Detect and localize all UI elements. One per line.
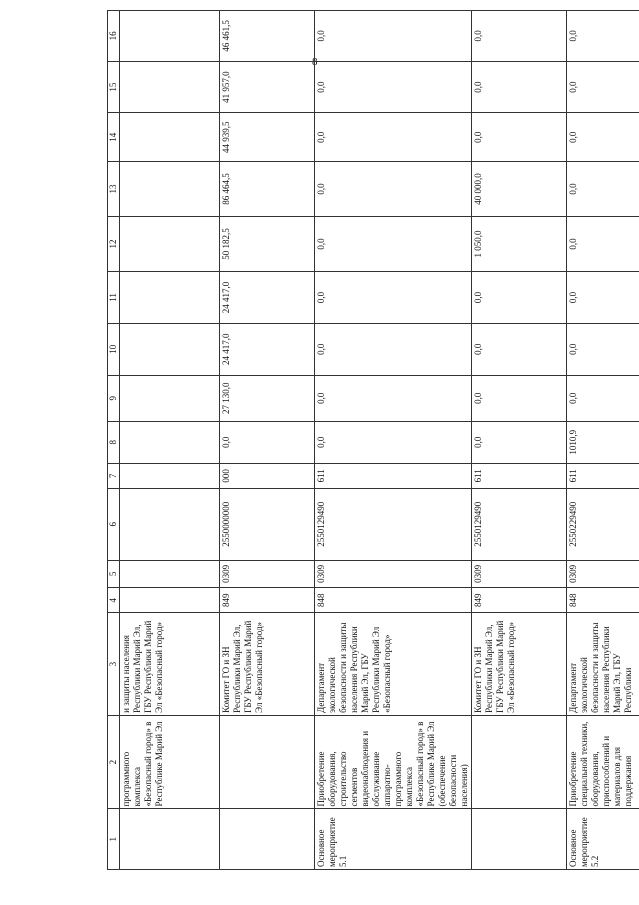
value-cell: 2550229490 <box>567 489 639 561</box>
measure-cell <box>120 809 220 870</box>
table-row <box>120 11 220 870</box>
value-cell <box>120 161 220 216</box>
table-row <box>315 11 472 870</box>
budget-table-sheet <box>107 10 633 870</box>
measure-name-cell: программного комплекса «Безопасный город» в Республике Марий Эл <box>120 715 220 809</box>
value-cell: 849 <box>472 588 567 613</box>
col-header: 8 <box>108 421 120 463</box>
col-header: 14 <box>108 113 120 161</box>
value-cell <box>120 217 220 272</box>
value-cell: 0,0 <box>472 113 567 161</box>
value-cell: 44 939,5 <box>220 113 315 161</box>
col-header: 15 <box>108 61 120 113</box>
executor-cell: и защиты населения Республики Марий Эл, ГБУ Республики Марий Эл «Безопасный город» <box>120 613 220 715</box>
value-cell: 611 <box>472 463 567 488</box>
value-cell: 0,0 <box>567 272 639 324</box>
value-cell: 000 <box>220 463 315 488</box>
value-cell: 0309 <box>567 560 639 588</box>
measure-name-cell: Приобретение оборудования, строительство сегментов видеонаблюдения и обслуживание аппаратно-программного комплекса «Безопасный город» в Республике Марий Эл (обеспечение безопасности населения) <box>315 715 472 809</box>
value-cell <box>120 272 220 324</box>
value-cell: 2550129490 <box>315 489 472 561</box>
value-cell: 611 <box>315 463 472 488</box>
measure-cell <box>472 809 567 870</box>
executor-cell: Комитет ГО и ЗН Республики Марий Эл, ГБУ Республики Марий Эл «Безопасный город» <box>472 613 567 715</box>
value-cell: 0,0 <box>220 421 315 463</box>
value-cell: 0,0 <box>472 61 567 113</box>
value-cell: 0,0 <box>315 421 472 463</box>
value-cell: 0,0 <box>472 272 567 324</box>
measure-name-cell: Приобретение специальной техники, оборудования, приспособлений и материалов для поддержания <box>567 715 639 809</box>
value-cell: 611 <box>567 463 639 488</box>
measure-name-cell <box>220 715 315 809</box>
value-cell: 0,0 <box>567 113 639 161</box>
value-cell: 0,0 <box>567 217 639 272</box>
value-cell: 0,0 <box>472 421 567 463</box>
col-header: 16 <box>108 11 120 62</box>
value-cell <box>120 463 220 488</box>
executor-cell: Департамент экологической безопасности и защиты населения Республики Марий Эл, ГБУ Республики <box>567 613 639 715</box>
value-cell: 27 130,0 <box>220 375 315 421</box>
value-cell <box>120 560 220 588</box>
value-cell <box>120 375 220 421</box>
value-cell: 41 957,0 <box>220 61 315 113</box>
value-cell: 0,0 <box>315 375 472 421</box>
value-cell <box>120 113 220 161</box>
value-cell: 848 <box>315 588 472 613</box>
value-cell: 0,0 <box>567 375 639 421</box>
measure-cell: Основное мероприятие 5.2 <box>567 809 639 870</box>
col-header: 3 <box>108 613 120 715</box>
col-header: 4 <box>108 588 120 613</box>
value-cell: 24 417,0 <box>220 272 315 324</box>
value-cell <box>120 421 220 463</box>
value-cell: 2550000000 <box>220 489 315 561</box>
col-header: 13 <box>108 161 120 216</box>
col-header: 7 <box>108 463 120 488</box>
value-cell: 0,0 <box>315 323 472 375</box>
value-cell: 849 <box>220 588 315 613</box>
value-cell: 0,0 <box>315 272 472 324</box>
table-row <box>472 11 567 870</box>
value-cell: 1 050,0 <box>472 217 567 272</box>
value-cell: 0,0 <box>315 113 472 161</box>
measure-cell <box>220 809 315 870</box>
col-header: 9 <box>108 375 120 421</box>
value-cell: 2550129490 <box>472 489 567 561</box>
value-cell: 0,0 <box>315 11 472 62</box>
value-cell: 0309 <box>472 560 567 588</box>
table-row <box>220 11 315 870</box>
value-cell <box>120 11 220 62</box>
value-cell: 0,0 <box>567 161 639 216</box>
value-cell: 24 417,0 <box>220 323 315 375</box>
col-header: 12 <box>108 217 120 272</box>
value-cell: 0,0 <box>472 323 567 375</box>
value-cell: 0,0 <box>567 61 639 113</box>
col-header: 6 <box>108 489 120 561</box>
value-cell: 848 <box>567 588 639 613</box>
col-header: 2 <box>108 715 120 809</box>
value-cell <box>120 323 220 375</box>
value-cell: 0,0 <box>567 11 639 62</box>
value-cell: 0,0 <box>567 323 639 375</box>
table-row <box>567 11 639 870</box>
col-header: 11 <box>108 272 120 324</box>
value-cell: 0,0 <box>315 61 472 113</box>
value-cell: 0,0 <box>472 11 567 62</box>
measure-cell: Основное мероприятие 5.1 <box>315 809 472 870</box>
header-row <box>108 11 120 870</box>
value-cell <box>120 588 220 613</box>
measure-name-cell <box>472 715 567 809</box>
executor-cell: Департамент экологической безопасности и защиты населения Республики Марий Эл, ГБУ Республики Марий Эл «Безопасный город» <box>315 613 472 715</box>
value-cell: 1010,9 <box>567 421 639 463</box>
value-cell: 0309 <box>315 560 472 588</box>
page-number: 8 <box>312 56 318 68</box>
value-cell: 50 182,5 <box>220 217 315 272</box>
value-cell <box>120 61 220 113</box>
budget-table <box>107 10 639 870</box>
value-cell: 0,0 <box>315 161 472 216</box>
value-cell: 0309 <box>220 560 315 588</box>
value-cell: 0,0 <box>315 217 472 272</box>
value-cell: 86 464,5 <box>220 161 315 216</box>
value-cell <box>120 489 220 561</box>
col-header: 10 <box>108 323 120 375</box>
value-cell: 0,0 <box>472 375 567 421</box>
value-cell: 46 461,5 <box>220 11 315 62</box>
col-header: 5 <box>108 560 120 588</box>
executor-cell: Комитет ГО и ЗН Республики Марий Эл, ГБУ Республики Марий Эл «Безопасный город» <box>220 613 315 715</box>
value-cell: 40 000,0 <box>472 161 567 216</box>
col-header: 1 <box>108 809 120 870</box>
